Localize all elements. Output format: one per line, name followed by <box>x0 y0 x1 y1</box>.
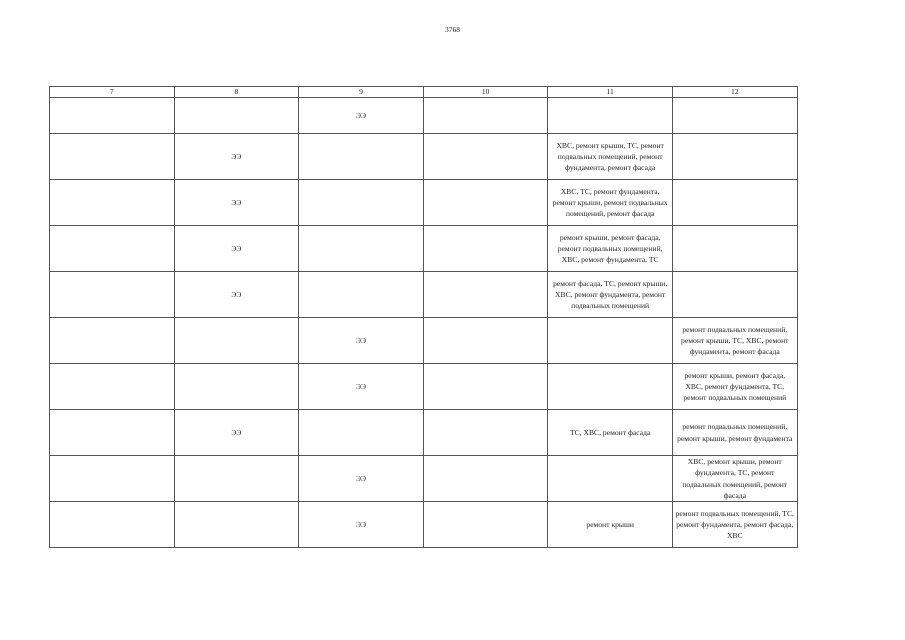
table-cell <box>174 318 299 364</box>
table-cell <box>423 502 548 548</box>
table-cell <box>174 456 299 502</box>
table-row <box>50 410 798 456</box>
table-cell: ТС, ХВС, ремонт фасада <box>548 410 673 456</box>
table-cell: ЭЭ <box>299 502 424 548</box>
table-cell <box>299 272 424 318</box>
column-header: 9 <box>299 87 424 98</box>
table-cell: ХВС, ремонт крыши, ремонт фундамента, ТС, ремонт подвальных помещений, ремонт фасада <box>672 456 797 502</box>
column-header: 7 <box>50 87 175 98</box>
table-cell <box>672 98 797 134</box>
column-header: 10 <box>423 87 548 98</box>
table-cell <box>548 456 673 502</box>
table-cell: ЭЭ <box>174 180 299 226</box>
table-cell <box>672 180 797 226</box>
table-cell <box>50 226 175 272</box>
table-cell: ЭЭ <box>299 364 424 410</box>
table-cell <box>299 134 424 180</box>
table-cell: ЭЭ <box>299 98 424 134</box>
table-cell: ремонт подвальных помещений, ТС, ремонт фундамента, ремонт фасада, ХВС <box>672 502 797 548</box>
table-cell: ремонт крыши, ремонт фасада, ремонт подвальных помещений, ХВС, ремонт фундамента, ТС <box>548 226 673 272</box>
table-cell <box>423 226 548 272</box>
table-cell: ЭЭ <box>174 272 299 318</box>
column-header: 11 <box>548 87 673 98</box>
table-cell: ЭЭ <box>299 456 424 502</box>
table-cell: ремонт подвальных помещений, ремонт крыши, ТС, ХВС, ремонт фундамента, ремонт фасада <box>672 318 797 364</box>
table-cell <box>423 456 548 502</box>
table-cell <box>174 98 299 134</box>
table-cell: ХВС, ремонт крыши, ТС, ремонт подвальных помещений, ремонт фундамента, ремонт фасада <box>548 134 673 180</box>
table-cell <box>50 134 175 180</box>
table-row <box>50 226 798 272</box>
table-cell <box>174 364 299 410</box>
table-cell <box>423 318 548 364</box>
table-row <box>50 364 798 410</box>
table-cell: ремонт крыши, ремонт фасада, ХВС, ремонт фундамента, ТС, ремонт подвальных помещений <box>672 364 797 410</box>
table-cell <box>50 364 175 410</box>
table-cell <box>50 318 175 364</box>
table-cell: ЭЭ <box>174 226 299 272</box>
table-cell: ЭЭ <box>174 410 299 456</box>
table-cell: ремонт фасада, ТС, ремонт крыши, ХВС, ремонт фундамента, ремонт подвальных помещений <box>548 272 673 318</box>
table-cell <box>50 98 175 134</box>
table-cell <box>50 502 175 548</box>
table-cell <box>50 456 175 502</box>
table-cell <box>174 502 299 548</box>
table-cell <box>672 134 797 180</box>
table-cell <box>548 364 673 410</box>
table-cell <box>423 410 548 456</box>
table-cell: ремонт крыши <box>548 502 673 548</box>
table-row <box>50 134 798 180</box>
table-cell <box>299 410 424 456</box>
table-cell <box>423 272 548 318</box>
table-cell <box>672 272 797 318</box>
page-number: 3768 <box>445 25 460 34</box>
table-cell <box>548 98 673 134</box>
data-table <box>49 86 798 548</box>
table-row <box>50 456 798 502</box>
table-cell <box>672 226 797 272</box>
table-row <box>50 318 798 364</box>
table-cell <box>423 98 548 134</box>
header-row <box>50 87 798 98</box>
table-cell <box>548 318 673 364</box>
table-cell <box>423 180 548 226</box>
table-cell <box>423 134 548 180</box>
table-row <box>50 272 798 318</box>
table-cell <box>50 180 175 226</box>
column-header: 8 <box>174 87 299 98</box>
table-row <box>50 502 798 548</box>
table-row <box>50 98 798 134</box>
table-cell <box>50 410 175 456</box>
table-cell: ХВС, ТС, ремонт фундамента, ремонт крыши, ремонт подвальных помещений, ремонт фасада <box>548 180 673 226</box>
table-cell: ЭЭ <box>299 318 424 364</box>
table-cell <box>299 226 424 272</box>
column-header: 12 <box>672 87 797 98</box>
table-row <box>50 180 798 226</box>
table-cell <box>50 272 175 318</box>
table-cell <box>299 180 424 226</box>
table-cell: ЭЭ <box>174 134 299 180</box>
table-cell <box>423 364 548 410</box>
table-cell: ремонт подвальных помещений, ремонт крыши, ремонт фундамента <box>672 410 797 456</box>
